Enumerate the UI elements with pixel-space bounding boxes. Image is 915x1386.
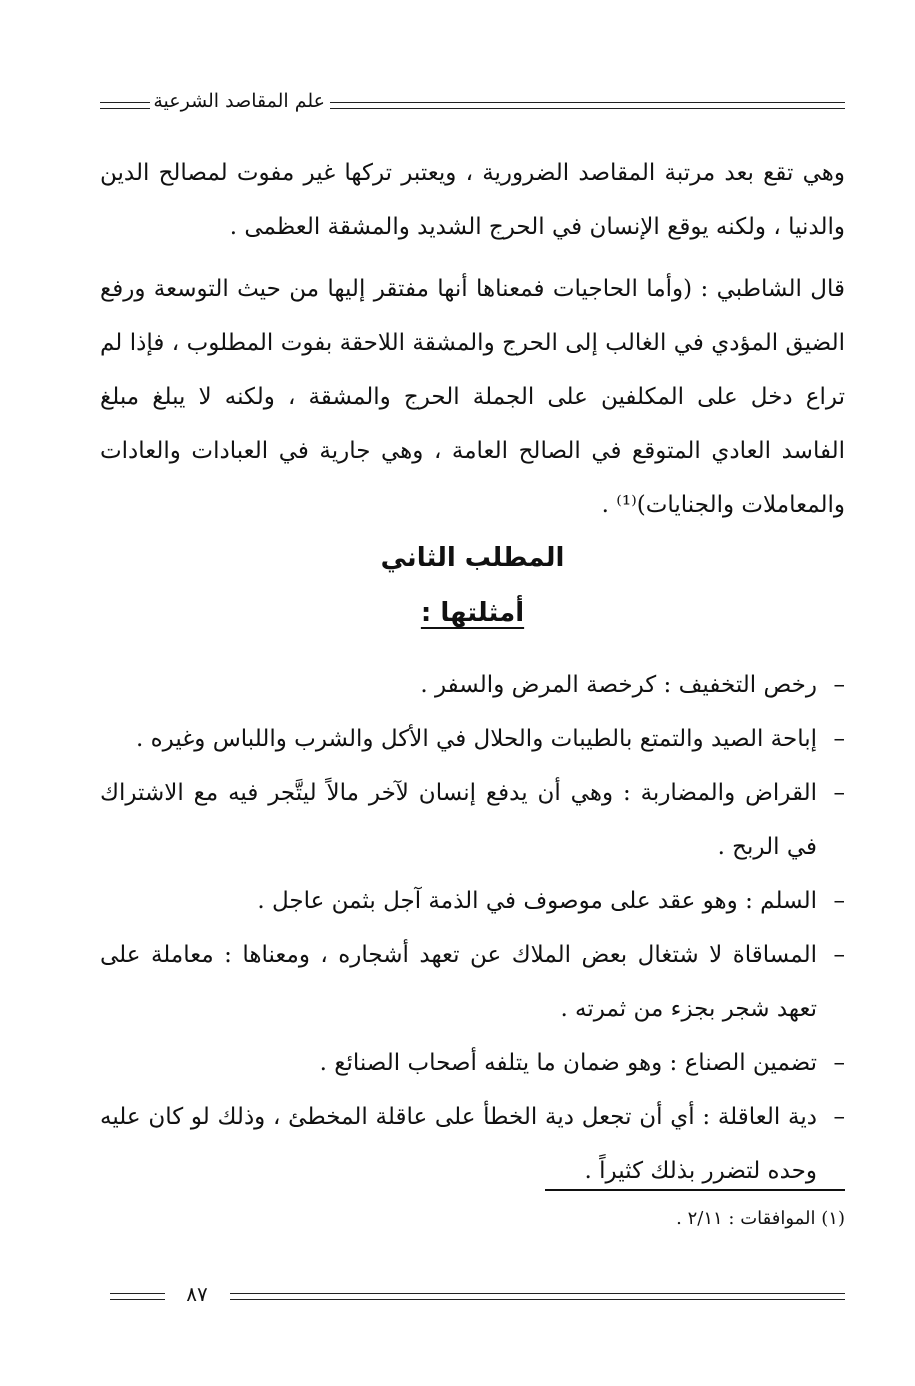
page-footer	[100, 1282, 845, 1312]
list-dash: –	[833, 672, 845, 698]
list-item-text: إباحة الصيد والتمتع بالطيبات والحلال في الأكل والشرب واللباس وغيره .	[135, 726, 817, 752]
footer-rule-right-bottom	[230, 1299, 845, 1300]
paragraph-intro: وهي تقع بعد مرتبة المقاصد الضرورية ، ويعتبر تركها غير مفوت لمصالح الدين والدنيا ، ولكنه يوقع الإنسان في الحرج الشديد والمشقة العظمى .	[100, 160, 845, 240]
page-number: ٨٧	[186, 1282, 208, 1306]
section-heading: المطلب الثاني	[380, 543, 565, 573]
list-item-text: القراض والمضاربة : وهي أن يدفع إنسان لآخر مالاً ليتَّجر فيه مع الاشتراك في الربح .	[100, 780, 817, 860]
examples-list	[100, 658, 845, 1198]
footnote-separator	[545, 1189, 845, 1191]
list-item	[100, 874, 845, 928]
paragraph-shatibi-quote: قال الشاطبي : (وأما الحاجيات فمعناها أنها مفتقر إليها من حيث التوسعة ورفع الضيق المؤدي في الغالب إلى الحرج والمشقة اللاحقة بفوت المطلوب ، فإذا لم تراع دخل على المكلفين على الجملة الحرج والمشقة ، ولكنه لا يبلغ مبلغ الفاسد العادي المتوقع في الصالح العامة ، وهي جارية في العبادات والعادات والمعاملات والجنايات)⁽¹⁾ .	[100, 276, 845, 518]
header-rule-right-top	[330, 102, 845, 103]
running-header	[100, 88, 845, 128]
list-item-text: رخص التخفيف : كرخصة المرض والسفر .	[420, 672, 817, 698]
list-item-text: تضمين الصناع : وهو ضمان ما يتلفه أصحاب الصنائع .	[319, 1050, 817, 1076]
footer-rule-left-bottom	[110, 1299, 165, 1300]
list-item	[100, 1036, 845, 1090]
list-dash: –	[833, 942, 845, 968]
list-dash: –	[833, 726, 845, 752]
header-rule-left-bottom	[100, 108, 150, 109]
footnote: (١) الموافقات : ٢/١١ .	[676, 1208, 845, 1229]
header-rule-right-bottom	[330, 108, 845, 109]
list-dash: –	[833, 1050, 845, 1076]
header-rule-left-top	[100, 102, 150, 103]
list-item-text: دية العاقلة : أي أن تجعل دية الخطأ على عاقلة المخطئ ، وذلك لو كان عليه وحده لتضرر بذلك كثيراً .	[100, 1104, 817, 1184]
list-item	[100, 766, 845, 874]
footer-rule-right-top	[230, 1293, 845, 1294]
running-title: علم المقاصد الشرعية	[153, 90, 325, 112]
list-dash: –	[833, 888, 845, 914]
section-subheading: أمثلتها :	[420, 598, 525, 628]
list-item	[100, 1090, 845, 1198]
list-item	[100, 928, 845, 1036]
list-item-text: المساقاة لا شتغال بعض الملاك عن تعهد أشجاره ، ومعناها : معاملة على تعهد شجر بجزء من ثمرته .	[100, 942, 817, 1022]
list-item-text: السلم : وهو عقد على موصوف في الذمة آجل بثمن عاجل .	[257, 888, 817, 914]
list-item	[100, 658, 845, 712]
list-item	[100, 712, 845, 766]
footer-rule-left-top	[110, 1293, 165, 1294]
list-dash: –	[833, 1104, 845, 1130]
list-dash: –	[833, 780, 845, 806]
